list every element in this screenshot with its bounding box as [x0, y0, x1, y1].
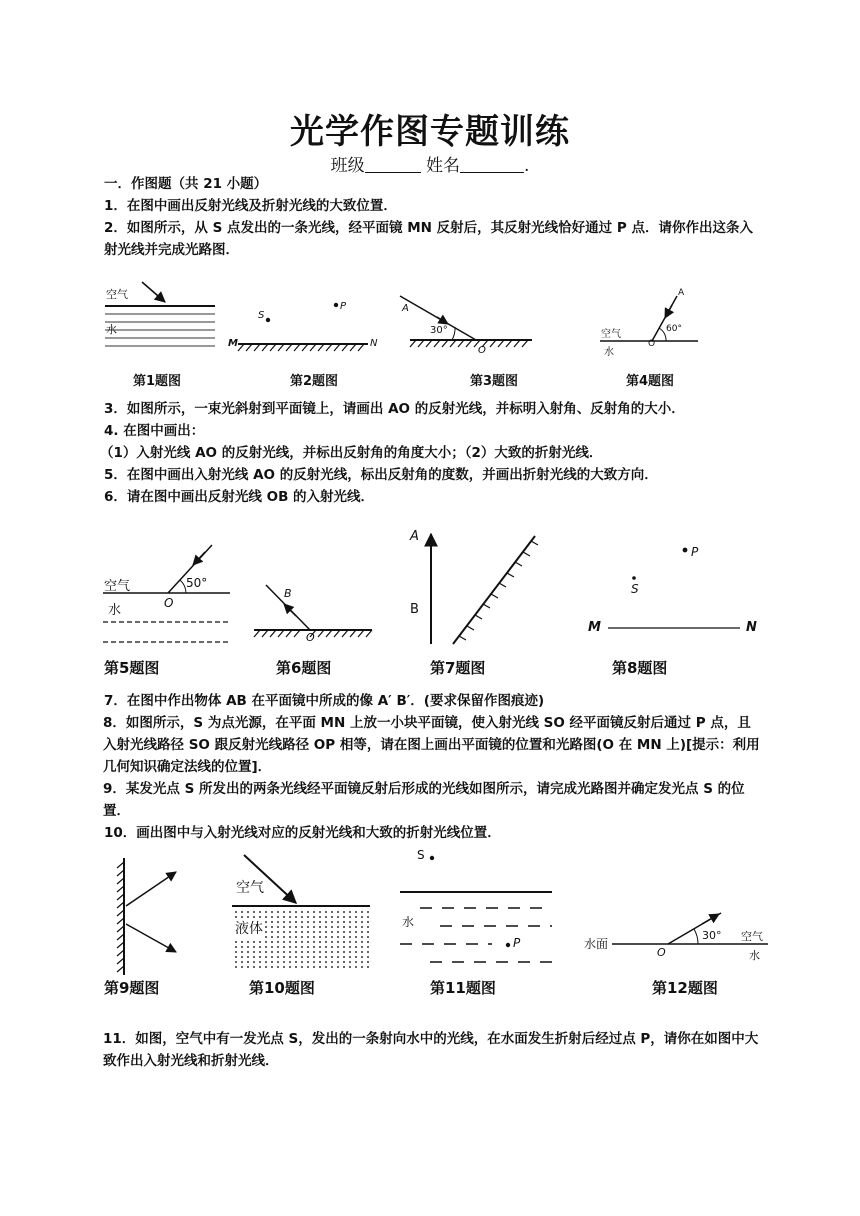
fig12-label-o: O: [657, 946, 666, 959]
question-1: 1．在图中画出反射光线及折射光线的大致位置．: [104, 198, 397, 214]
fig12-water-label: 水: [749, 949, 760, 962]
fig5-angle-label: 50°: [186, 576, 208, 590]
figure-8: [608, 548, 740, 628]
fig11-point-p: [506, 943, 510, 947]
fig9-mirror-hatch: [117, 862, 124, 972]
fig2-point-p: [334, 303, 338, 307]
fig1-water-lines: [105, 314, 215, 346]
fig8-label-n: N: [746, 620, 757, 635]
fig12-angle-arc: [694, 929, 698, 944]
fig3-angle-label: 30°: [430, 325, 448, 336]
section-heading: 一．作图题（共 21 小题）: [104, 176, 268, 192]
fig10-liquid-region: [232, 908, 370, 968]
fig10-air-label: 空气: [236, 880, 264, 896]
fig2-label-n: N: [370, 338, 378, 349]
fig4-air-label: 空气: [601, 329, 621, 340]
fig2-mirror-hatch: [238, 344, 364, 351]
fig4-label-o: O: [648, 339, 656, 349]
question-2: 2．如图所示，从 S 点发出的一条光线，经平面镜 MN 反射后，其反射光线恰好通过 P 点．请你作出这条入射光线并完成光路图．: [104, 220, 753, 258]
fig8-point-s: [632, 576, 636, 580]
fig6-label-b: B: [284, 587, 292, 600]
caption-fig-10: 第10题图: [249, 979, 315, 997]
fig12-air-label: 空气: [741, 930, 763, 943]
fig5-ray-arrow: [193, 552, 205, 565]
question-10: 10．画出图中与入射光线对应的反射光线和大致的折射光线位置．: [104, 825, 501, 841]
caption-fig-11: 第11题图: [430, 979, 496, 997]
fig7-label-a: A: [410, 529, 419, 544]
fig4-label-a: A: [678, 288, 685, 298]
fig12-ray-arrow: [702, 914, 719, 924]
fig7-mirror-hatch: [459, 541, 538, 640]
fig2-label-s: S: [258, 310, 265, 321]
fig2-label-p: P: [340, 301, 347, 312]
fig6-label-o: O: [306, 631, 315, 644]
fig3-label-a: A: [402, 303, 409, 314]
figure-3: [400, 296, 532, 347]
fig9-reflected-ray-2: [126, 924, 176, 952]
fig7-label-b: B: [410, 602, 419, 617]
fig4-angle-arc: [659, 328, 666, 341]
question-7: 7．在图中作出物体 AB 在平面镜中所成的像 A′ B′．(要求保留作图痕迹): [104, 693, 545, 709]
fig4-angle-label: 60°: [666, 324, 682, 334]
page-title: 光学作图专题训练: [290, 112, 570, 152]
fig5-water-label: 水: [108, 603, 122, 618]
question-11: 11．如图，空气中有一发光点 S，发出的一条射向水中的光线，在水面发生折射后经过点 P，请你在如图中大致作出入射光线和折射光线．: [103, 1031, 759, 1069]
fig10-liquid-label: 液体: [234, 918, 264, 938]
caption-fig-1: 第1题图: [133, 374, 182, 389]
caption-fig-3: 第3题图: [470, 374, 519, 389]
figure-11: [400, 856, 552, 962]
question-6: 6．请在图中画出反射光线 OB 的入射光线．: [104, 489, 375, 505]
caption-fig-7: 第7题图: [430, 659, 486, 677]
class-label: 班级: [330, 156, 365, 176]
name-label: 姓名: [426, 156, 460, 176]
caption-fig-2: 第2题图: [290, 374, 339, 389]
fig3-angle-arc: [452, 327, 455, 340]
fig3-label-o: O: [478, 345, 486, 356]
subtitle-end: .: [524, 156, 530, 176]
figure-6: [254, 585, 372, 637]
fig9-reflected-ray-1: [126, 872, 176, 906]
fig2-point-s: [266, 318, 270, 322]
figure-10: [232, 855, 370, 968]
fig8-label-p: P: [691, 545, 699, 559]
question-9: 9．某发光点 S 所发出的两条光线经平面镜反射后形成的光线如图所示，请完成光路图并确定发光点 S 的位置．: [103, 781, 745, 819]
fig11-label-p: P: [513, 936, 521, 950]
fig2-label-m: M: [228, 338, 238, 349]
caption-fig-9: 第9题图: [104, 979, 160, 997]
caption-fig-5: 第5题图: [104, 659, 160, 677]
question-3: 3．如图所示，一束光斜射到平面镜上，请画出 AO 的反射光线，并标明入射角、反射角的大小．: [104, 401, 685, 417]
fig3-ray-arrow: [437, 317, 448, 324]
fig1-air-label: 空气: [106, 288, 128, 301]
fig11-label-s: S: [417, 848, 425, 862]
fig11-water-dashes: [400, 908, 552, 962]
fig1-water-label: 水: [106, 323, 117, 336]
question-4-sub: （1）入射光线 AO 的反射光线，并标出反射角的角度大小；（2）大致的折射光线．: [100, 445, 603, 461]
fig11-point-s: [430, 856, 434, 860]
question-4: 4. 在图中画出：: [104, 423, 205, 439]
fig7-mirror: [453, 536, 535, 644]
fig8-point-p: [683, 548, 688, 553]
fig1-incident-ray: [142, 282, 165, 302]
figure-7: [431, 534, 538, 644]
fig12-water-surface-label: 水面: [584, 937, 609, 951]
fig5-label-o: O: [164, 596, 174, 610]
caption-fig-8: 第8题图: [612, 659, 668, 677]
fig8-label-s: S: [631, 582, 639, 596]
fig3-mirror-hatch: [410, 340, 528, 347]
fig11-water-label: 水: [402, 915, 415, 929]
fig5-air-label: 空气: [104, 579, 131, 594]
caption-fig-6: 第6题图: [276, 659, 332, 677]
caption-fig-4: 第4题图: [626, 374, 675, 389]
fig6-ray-arrow: [284, 604, 296, 616]
fig8-label-m: M: [588, 620, 601, 635]
figure-9: [117, 858, 176, 975]
fig4-ray-arrow: [665, 305, 672, 318]
question-8: 8．如图所示，S 为点光源，在平面 MN 上放一小块平面镜，使入射光线 SO 经平面镜反射后通过 P 点，且入射光线路径 SO 跟反射光线路径 OP 相等，请在图上画出平面镜的位置和光路图(O 在 MN 上)[提示：利用几何知识确定法线的位置]．: [103, 715, 760, 775]
fig4-water-label: 水: [604, 347, 614, 358]
fig12-angle-label: 30°: [702, 929, 722, 942]
caption-fig-12: 第12题图: [652, 979, 718, 997]
question-5: 5．在图中画出入射光线 AO 的反射光线，标出反射角的度数，并画出折射光线的大致方向．: [104, 467, 658, 483]
